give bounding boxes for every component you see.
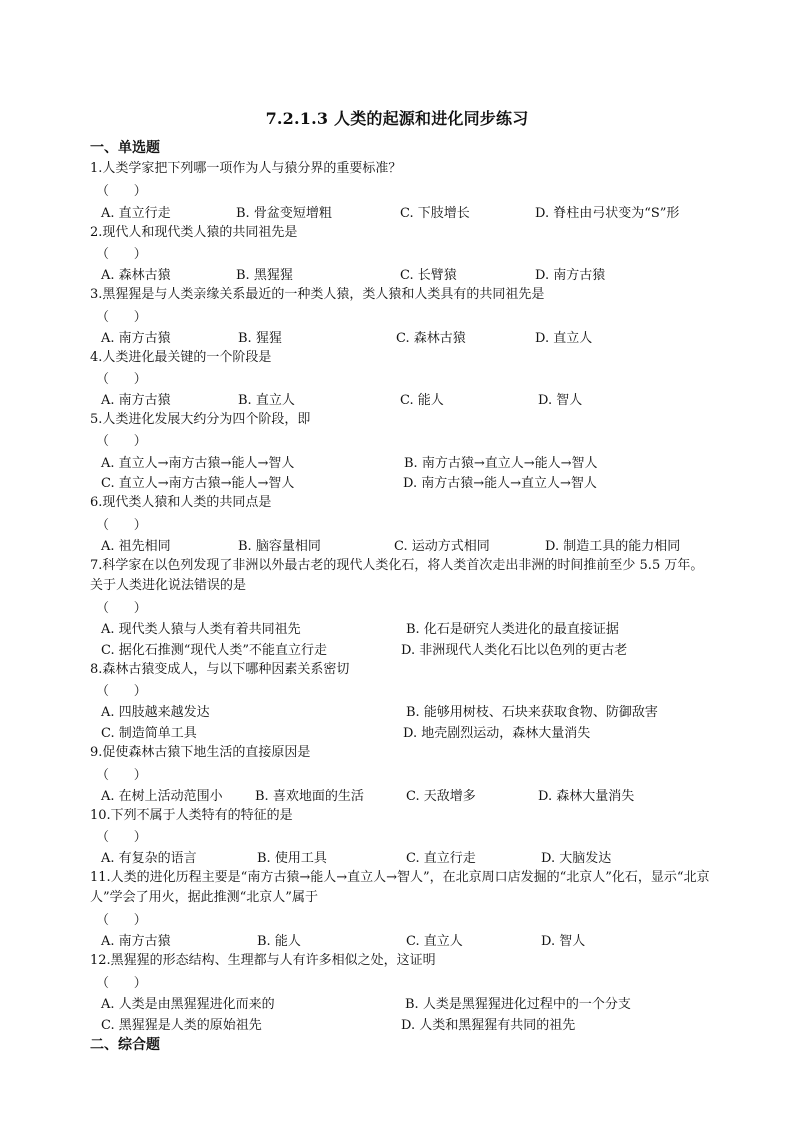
q2-option-a: A. 森林古猿: [101, 268, 171, 283]
q9-option-c: C. 天敌增多: [406, 789, 476, 804]
question-1-stem: 1.人类学家把下列哪一项作为人与猿分界的重要标准？: [90, 161, 402, 176]
q12-option-b: B. 人类是黑猩猩进化过程中的一个分支: [405, 997, 631, 1012]
q8-option-b: B. 能够用树枝、石块来获取食物、防御敌害: [406, 705, 658, 720]
q8-option-c: C. 制造简单工具: [101, 726, 197, 741]
q11-option-b: B. 能人: [257, 934, 301, 949]
q6-option-d: D. 制造工具的能力相同: [545, 539, 681, 554]
question-5-stem: 5.人类进化发展大约分为四个阶段，即: [90, 412, 311, 427]
q5-option-a: A. 直立人→南方古猿→能人→智人: [101, 456, 295, 471]
q10-option-d: D. 大脑发达: [541, 851, 612, 866]
q11-option-a: A. 南方古猿: [101, 934, 171, 949]
q3-option-a: A. 南方古猿: [101, 331, 171, 346]
answer-blank: （ ）: [96, 372, 147, 387]
q10-option-c: C. 直立行走: [406, 851, 476, 866]
q1-option-b: B. 骨盆变短增粗: [236, 206, 332, 221]
q9-option-b: B. 喜欢地面的生活: [255, 789, 364, 804]
q6-option-c: C. 运动方式相同: [394, 539, 490, 554]
q5-option-b: B. 南方古猿→直立人→能人→智人: [404, 456, 598, 471]
q7-option-a: A. 现代类人猿与人类有着共同祖先: [101, 622, 301, 637]
section-heading-single-choice: 一、单选题: [90, 140, 160, 156]
q9-option-d: D. 森林大量消失: [538, 789, 635, 804]
answer-blank: （ ）: [96, 830, 147, 845]
question-9-stem: 9.促使森林古猿下地生活的直接原因是: [90, 745, 311, 760]
q3-option-b: B. 猩猩: [238, 331, 282, 346]
q3-option-d: D. 直立人: [535, 331, 593, 346]
q8-option-d: D. 地壳剧烈运动，森林大量消失: [403, 726, 591, 741]
section-heading-comprehensive: 二、综合题: [90, 1037, 160, 1053]
q7-option-c: C. 据化石推测“现代人类”不能直立行走: [101, 643, 328, 658]
answer-blank: （ ）: [96, 913, 147, 928]
q3-option-c: C. 森林古猿: [396, 331, 466, 346]
q10-option-a: A. 有复杂的语言: [101, 851, 197, 866]
question-7-stem: 7.科学家在以色列发现了非洲以外最古老的现代人类化石，将人类首次走出非洲的时间推前至少 5.5 万年。关于人类进化说法错误的是: [90, 558, 704, 593]
answer-blank: （ ）: [96, 768, 147, 783]
question-4-stem: 4.人类进化最关键的一个阶段是: [90, 350, 272, 365]
q7-option-b: B. 化石是研究人类进化的最直接证据: [406, 622, 619, 637]
q2-option-d: D. 南方古猿: [535, 268, 606, 283]
q11-option-d: D. 智人: [541, 934, 586, 949]
q2-option-c: C. 长臂猿: [400, 268, 457, 283]
question-8-stem: 8.森林古猿变成人，与以下哪种因素关系密切: [90, 662, 350, 677]
answer-blank: （ ）: [96, 310, 147, 325]
q4-option-b: B. 直立人: [238, 393, 295, 408]
q8-option-a: A. 四肢越来越发达: [101, 705, 210, 720]
q12-option-d: D. 人类和黑猩猩有共同的祖先: [401, 1018, 576, 1033]
answer-blank: （ ）: [96, 247, 147, 262]
q1-option-c: C. 下肢增长: [400, 206, 470, 221]
question-6-stem: 6.现代类人猿和人类的共同点是: [90, 495, 272, 510]
question-10-stem: 10.下列不属于人类特有的特征的是: [90, 808, 293, 823]
question-12-stem: 12.黑猩猩的形态结构、生理都与人有许多相似之处，这证明: [90, 953, 436, 968]
answer-blank: （ ）: [96, 601, 147, 616]
q6-option-a: A. 祖先相同: [101, 539, 171, 554]
q4-option-a: A. 南方古猿: [101, 393, 171, 408]
answer-blank: （ ）: [96, 184, 147, 199]
question-2-stem: 2.现代人和现代类人猿的共同祖先是: [90, 225, 298, 240]
q12-option-a: A. 人类是由黑猩猩进化而来的: [101, 997, 275, 1012]
q5-option-c: C. 直立人→南方古猿→能人→智人: [101, 476, 295, 491]
q5-option-d: D. 南方古猿→能人→直立人→智人: [403, 476, 597, 491]
question-3-stem: 3.黑猩猩是与人类亲缘关系最近的一种类人猿，类人猿和人类具有的共同祖先是: [90, 287, 545, 302]
q12-option-c: C. 黑猩猩是人类的原始祖先: [101, 1018, 262, 1033]
q1-option-d: D. 脊柱由弓状变为“S”形: [535, 206, 680, 221]
answer-blank: （ ）: [96, 684, 147, 699]
q1-option-a: A. 直立行走: [101, 206, 171, 221]
q9-option-a: A. 在树上活动范围小: [101, 789, 223, 804]
q4-option-d: D. 智人: [538, 393, 583, 408]
question-11-stem: 11.人类的进化历程主要是“南方古猿→能人→直立人→智人”，在北京周口店发掘的“北京人”化石，显示“北京人”学会了用火，据此推测“北京人”属于: [90, 870, 710, 905]
q7-option-d: D. 非洲现代人类化石比以色列的更古老: [401, 643, 628, 658]
answer-blank: （ ）: [96, 434, 147, 449]
q10-option-b: B. 使用工具: [257, 851, 327, 866]
q4-option-c: C. 能人: [400, 393, 444, 408]
answer-blank: （ ）: [96, 518, 147, 533]
page-title: 7.2.1.3 人类的起源和进化同步练习: [265, 109, 529, 128]
q11-option-c: C. 直立人: [406, 934, 463, 949]
answer-blank: （ ）: [96, 976, 147, 991]
q2-option-b: B. 黑猩猩: [236, 268, 293, 283]
q6-option-b: B. 脑容量相同: [238, 539, 321, 554]
